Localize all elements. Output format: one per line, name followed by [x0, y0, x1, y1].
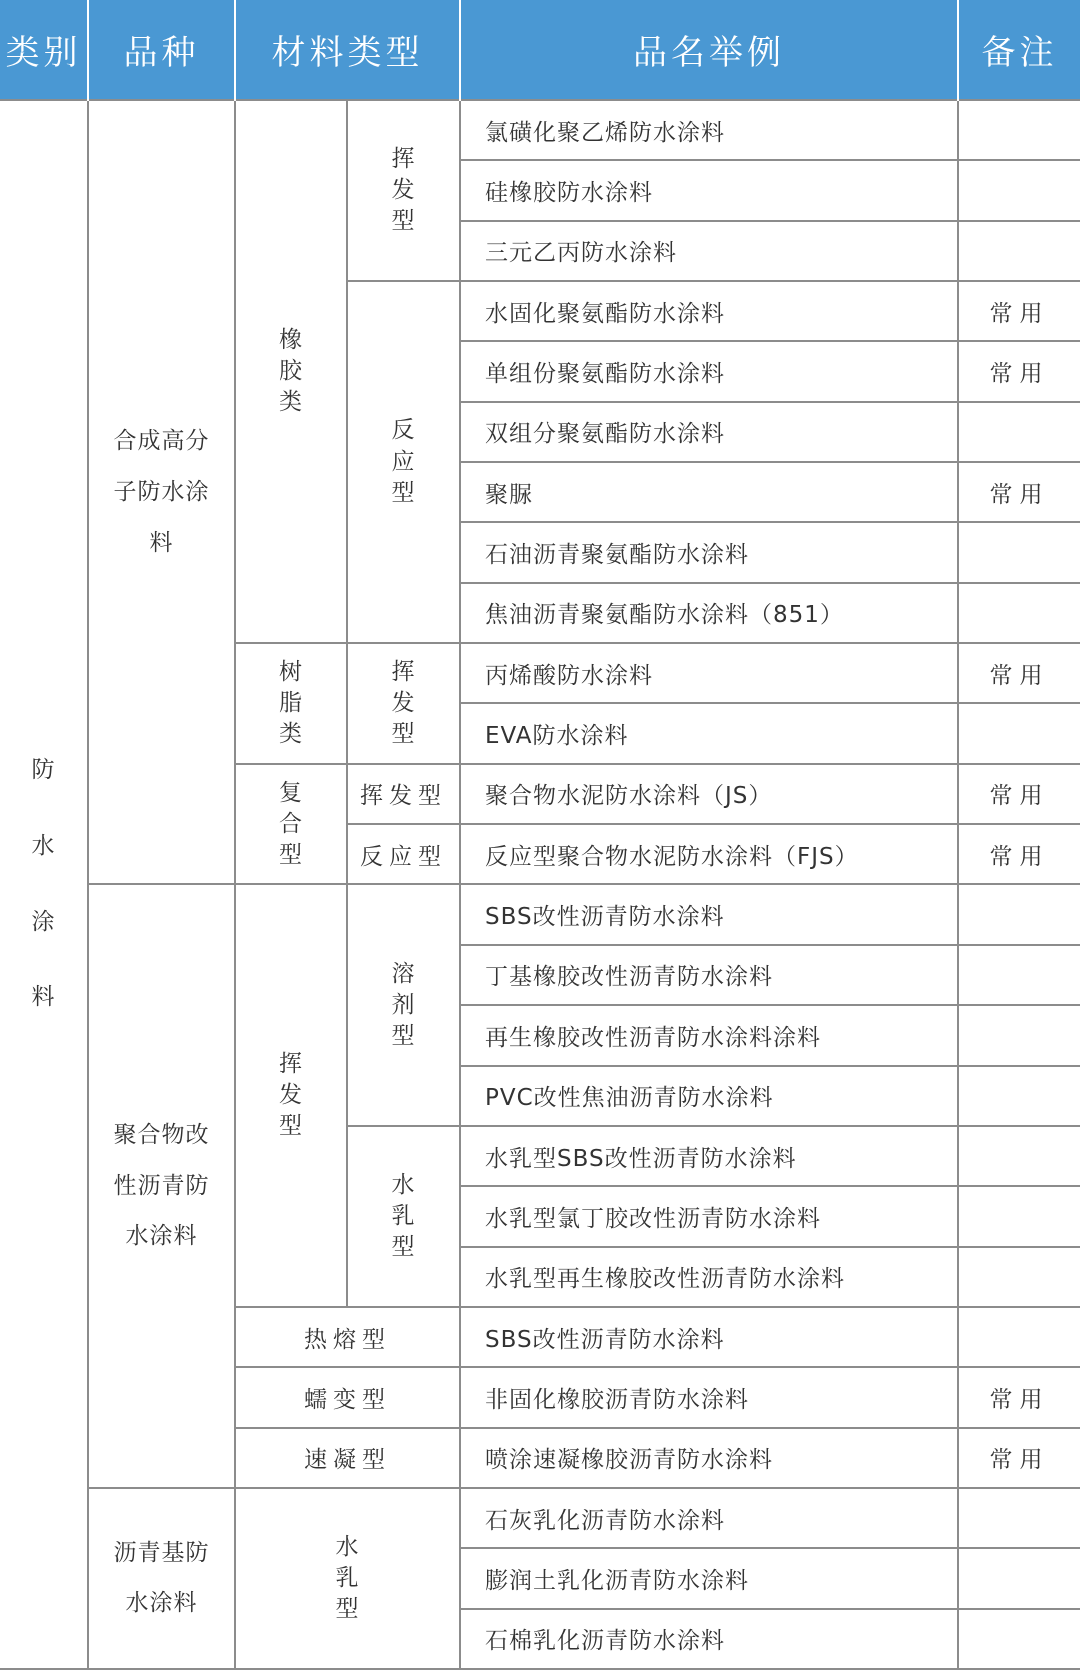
- type-cell: 蠕变型: [235, 1367, 460, 1427]
- product-name: 反应型聚合物水泥防水涂料（FJS）: [460, 824, 958, 884]
- subtype-cell: 挥发型: [347, 100, 460, 281]
- type-cell: 热熔型: [235, 1307, 460, 1367]
- product-name: 焦油沥青聚氨酯防水涂料（851）: [460, 583, 958, 643]
- subtype-cell: 挥发型: [347, 764, 460, 824]
- table-row: [0, 884, 1080, 944]
- remark-cell: [958, 945, 1080, 1005]
- subtype-cell: 反应型: [347, 281, 460, 643]
- product-name: 聚脲: [460, 462, 958, 522]
- remark-cell: [958, 1548, 1080, 1608]
- variety-cell: 聚合物改性沥青防水涂料: [88, 884, 235, 1487]
- remark-cell: 常用: [958, 462, 1080, 522]
- subtype-cell: 水乳型: [347, 1126, 460, 1307]
- product-name: 非固化橡胶沥青防水涂料: [460, 1367, 958, 1427]
- product-name: 水乳型再生橡胶改性沥青防水涂料: [460, 1247, 958, 1307]
- remark-cell: 常用: [958, 824, 1080, 884]
- remark-cell: 常用: [958, 643, 1080, 703]
- product-name: 再生橡胶改性沥青防水涂料涂料: [460, 1005, 958, 1065]
- header-category: 类别: [0, 0, 88, 100]
- product-name: 水固化聚氨酯防水涂料: [460, 281, 958, 341]
- product-name: 丁基橡胶改性沥青防水涂料: [460, 945, 958, 1005]
- remark-cell: [958, 1186, 1080, 1246]
- remark-cell: [958, 1488, 1080, 1548]
- remark-cell: [958, 1005, 1080, 1065]
- remark-cell: 常用: [958, 764, 1080, 824]
- type-cell: 速凝型: [235, 1428, 460, 1488]
- product-name: 石灰乳化沥青防水涂料: [460, 1488, 958, 1548]
- product-name: 石棉乳化沥青防水涂料: [460, 1609, 958, 1669]
- type-cell: 树脂类: [235, 643, 347, 764]
- subtype-cell: 溶剂型: [347, 884, 460, 1125]
- remark-cell: 常用: [958, 1428, 1080, 1488]
- type-cell: 挥发型: [235, 884, 347, 1306]
- remark-cell: [958, 1126, 1080, 1186]
- remark-cell: [958, 884, 1080, 944]
- remark-cell: [958, 583, 1080, 643]
- table-row: [0, 100, 1080, 160]
- remark-cell: [958, 1609, 1080, 1669]
- product-name: 水乳型氯丁胶改性沥青防水涂料: [460, 1186, 958, 1246]
- remark-cell: [958, 703, 1080, 763]
- remark-cell: [958, 402, 1080, 462]
- product-name: 丙烯酸防水涂料: [460, 643, 958, 703]
- product-name: PVC改性焦油沥青防水涂料: [460, 1066, 958, 1126]
- remark-cell: [958, 1307, 1080, 1367]
- remark-cell: [958, 522, 1080, 582]
- subtype-cell: 挥发型: [347, 643, 460, 764]
- remark-cell: 常用: [958, 281, 1080, 341]
- type-cell: 水乳型: [235, 1488, 460, 1669]
- product-name: SBS改性沥青防水涂料: [460, 884, 958, 944]
- product-name: 氯磺化聚乙烯防水涂料: [460, 100, 958, 160]
- product-name: 膨润土乳化沥青防水涂料: [460, 1548, 958, 1608]
- product-name: 三元乙丙防水涂料: [460, 221, 958, 281]
- product-name: EVA防水涂料: [460, 703, 958, 763]
- category-cell: 防水涂料: [0, 100, 88, 1669]
- header-variety: 品种: [88, 0, 235, 100]
- product-name: 水乳型SBS改性沥青防水涂料: [460, 1126, 958, 1186]
- variety-cell: 沥青基防水涂料: [88, 1488, 235, 1669]
- header-remark: 备注: [958, 0, 1080, 100]
- table-row: [0, 1488, 1080, 1548]
- remark-cell: [958, 100, 1080, 160]
- remark-cell: [958, 1247, 1080, 1307]
- header-material-type: 材料类型: [235, 0, 460, 100]
- type-cell: 橡胶类: [235, 100, 347, 643]
- remark-cell: 常用: [958, 1367, 1080, 1427]
- variety-cell: 合成高分子防水涂料: [88, 100, 235, 884]
- remark-cell: [958, 1066, 1080, 1126]
- product-name: 硅橡胶防水涂料: [460, 160, 958, 220]
- remark-cell: [958, 221, 1080, 281]
- remark-cell: [958, 160, 1080, 220]
- header-product-examples: 品名举例: [460, 0, 958, 100]
- product-name: 石油沥青聚氨酯防水涂料: [460, 522, 958, 582]
- subtype-cell: 反应型: [347, 824, 460, 884]
- header-row: [0, 0, 1080, 100]
- product-name: SBS改性沥青防水涂料: [460, 1307, 958, 1367]
- type-cell: 复合型: [235, 764, 347, 885]
- product-name: 喷涂速凝橡胶沥青防水涂料: [460, 1428, 958, 1488]
- product-name: 双组分聚氨酯防水涂料: [460, 402, 958, 462]
- product-name: 聚合物水泥防水涂料（JS）: [460, 764, 958, 824]
- remark-cell: 常用: [958, 341, 1080, 401]
- product-name: 单组份聚氨酯防水涂料: [460, 341, 958, 401]
